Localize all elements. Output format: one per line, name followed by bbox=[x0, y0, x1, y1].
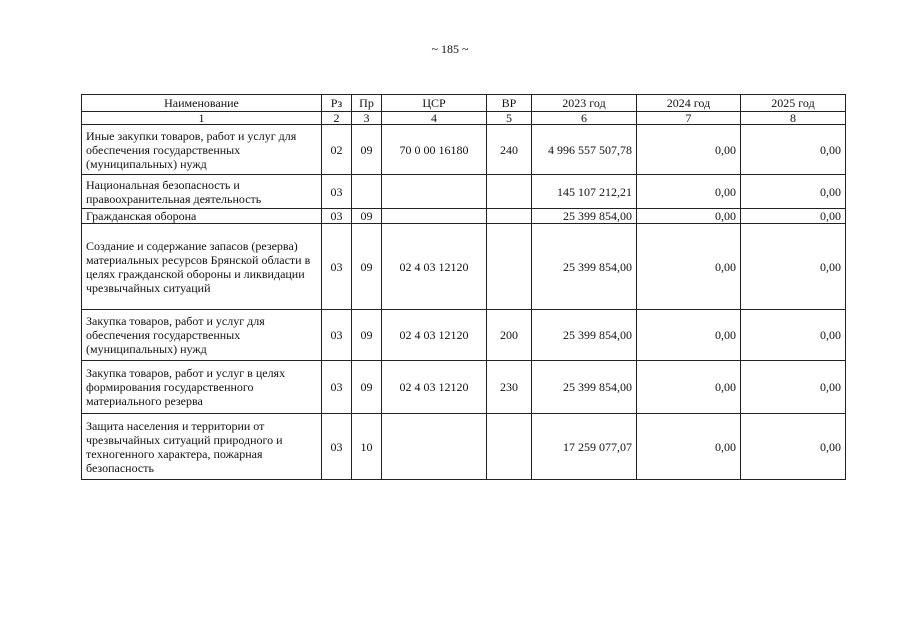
table-row bbox=[82, 224, 846, 310]
page-number: ~ 185 ~ bbox=[431, 42, 469, 56]
row-2025: 0,00 bbox=[741, 209, 846, 224]
row-name: Национальная безопасность и правоохранительная деятельность bbox=[82, 175, 322, 209]
row-2025: 0,00 bbox=[741, 224, 846, 310]
header-2025: 2025 год bbox=[741, 95, 846, 112]
row-2025: 0,00 bbox=[741, 310, 846, 361]
budget-table bbox=[81, 94, 846, 480]
row-2025: 0,00 bbox=[741, 414, 846, 480]
row-vr: 200 bbox=[487, 310, 532, 361]
row-csr bbox=[382, 175, 487, 209]
row-vr bbox=[487, 414, 532, 480]
header-vr: ВР bbox=[487, 95, 532, 112]
column-number: 2 bbox=[322, 112, 352, 125]
row-2024: 0,00 bbox=[637, 125, 741, 175]
column-number: 5 bbox=[487, 112, 532, 125]
header-2023: 2023 год bbox=[532, 95, 637, 112]
header-2024: 2024 год bbox=[637, 95, 741, 112]
row-csr: 02 4 03 12120 bbox=[382, 361, 487, 414]
row-2023: 17 259 077,07 bbox=[532, 414, 637, 480]
table-row bbox=[82, 361, 846, 414]
row-rz: 03 bbox=[322, 209, 352, 224]
column-number: 8 bbox=[741, 112, 846, 125]
row-csr: 70 0 00 16180 bbox=[382, 125, 487, 175]
header-name: Наименование bbox=[82, 95, 322, 112]
row-2023: 25 399 854,00 bbox=[532, 224, 637, 310]
row-name: Гражданская оборона bbox=[82, 209, 322, 224]
table-row bbox=[82, 310, 846, 361]
row-rz: 03 bbox=[322, 175, 352, 209]
row-2024: 0,00 bbox=[637, 361, 741, 414]
row-pr: 09 bbox=[352, 224, 382, 310]
row-2025: 0,00 bbox=[741, 361, 846, 414]
row-name: Защита населения и территории от чрезвычайных ситуаций природного и техногенного характера, пожарная безопасность bbox=[82, 414, 322, 480]
row-vr: 240 bbox=[487, 125, 532, 175]
column-number: 1 bbox=[82, 112, 322, 125]
header-rz: Рз bbox=[322, 95, 352, 112]
row-name: Закупка товаров, работ и услуг в целях формирования государственного материального резерва bbox=[82, 361, 322, 414]
row-csr: 02 4 03 12120 bbox=[382, 224, 487, 310]
header-csr: ЦСР bbox=[382, 95, 487, 112]
row-2023: 4 996 557 507,78 bbox=[532, 125, 637, 175]
row-2025: 0,00 bbox=[741, 175, 846, 209]
column-number: 4 bbox=[382, 112, 487, 125]
row-pr: 09 bbox=[352, 361, 382, 414]
row-rz: 03 bbox=[322, 361, 352, 414]
table-row bbox=[82, 125, 846, 175]
row-2023: 25 399 854,00 bbox=[532, 361, 637, 414]
row-pr: 09 bbox=[352, 125, 382, 175]
row-pr: 09 bbox=[352, 209, 382, 224]
row-name: Создание и содержание запасов (резерва) материальных ресурсов Брянской области в целях гражданской обороны и ликвидации чрезвычайных ситуаций bbox=[82, 224, 322, 310]
row-2023: 25 399 854,00 bbox=[532, 310, 637, 361]
table-row bbox=[82, 209, 846, 224]
row-pr: 10 bbox=[352, 414, 382, 480]
row-2024: 0,00 bbox=[637, 209, 741, 224]
row-pr bbox=[352, 175, 382, 209]
table-row bbox=[82, 175, 846, 209]
header-row bbox=[82, 95, 846, 112]
header-pr: Пр bbox=[352, 95, 382, 112]
row-2023: 25 399 854,00 bbox=[532, 209, 637, 224]
table-row bbox=[82, 414, 846, 480]
row-name: Иные закупки товаров, работ и услуг для обеспечения государственных (муниципальных) нужд bbox=[82, 125, 322, 175]
row-2024: 0,00 bbox=[637, 224, 741, 310]
row-2023: 145 107 212,21 bbox=[532, 175, 637, 209]
row-csr bbox=[382, 209, 487, 224]
column-number: 6 bbox=[532, 112, 637, 125]
row-rz: 02 bbox=[322, 125, 352, 175]
row-vr: 230 bbox=[487, 361, 532, 414]
row-name: Закупка товаров, работ и услуг для обеспечения государственных (муниципальных) нужд bbox=[82, 310, 322, 361]
column-number-row bbox=[82, 112, 846, 125]
row-2024: 0,00 bbox=[637, 310, 741, 361]
row-vr bbox=[487, 175, 532, 209]
row-2024: 0,00 bbox=[637, 175, 741, 209]
column-number: 7 bbox=[637, 112, 741, 125]
row-csr: 02 4 03 12120 bbox=[382, 310, 487, 361]
row-pr: 09 bbox=[352, 310, 382, 361]
row-2024: 0,00 bbox=[637, 414, 741, 480]
row-vr bbox=[487, 209, 532, 224]
row-vr bbox=[487, 224, 532, 310]
row-rz: 03 bbox=[322, 414, 352, 480]
column-number: 3 bbox=[352, 112, 382, 125]
row-rz: 03 bbox=[322, 224, 352, 310]
row-2025: 0,00 bbox=[741, 125, 846, 175]
row-csr bbox=[382, 414, 487, 480]
row-rz: 03 bbox=[322, 310, 352, 361]
